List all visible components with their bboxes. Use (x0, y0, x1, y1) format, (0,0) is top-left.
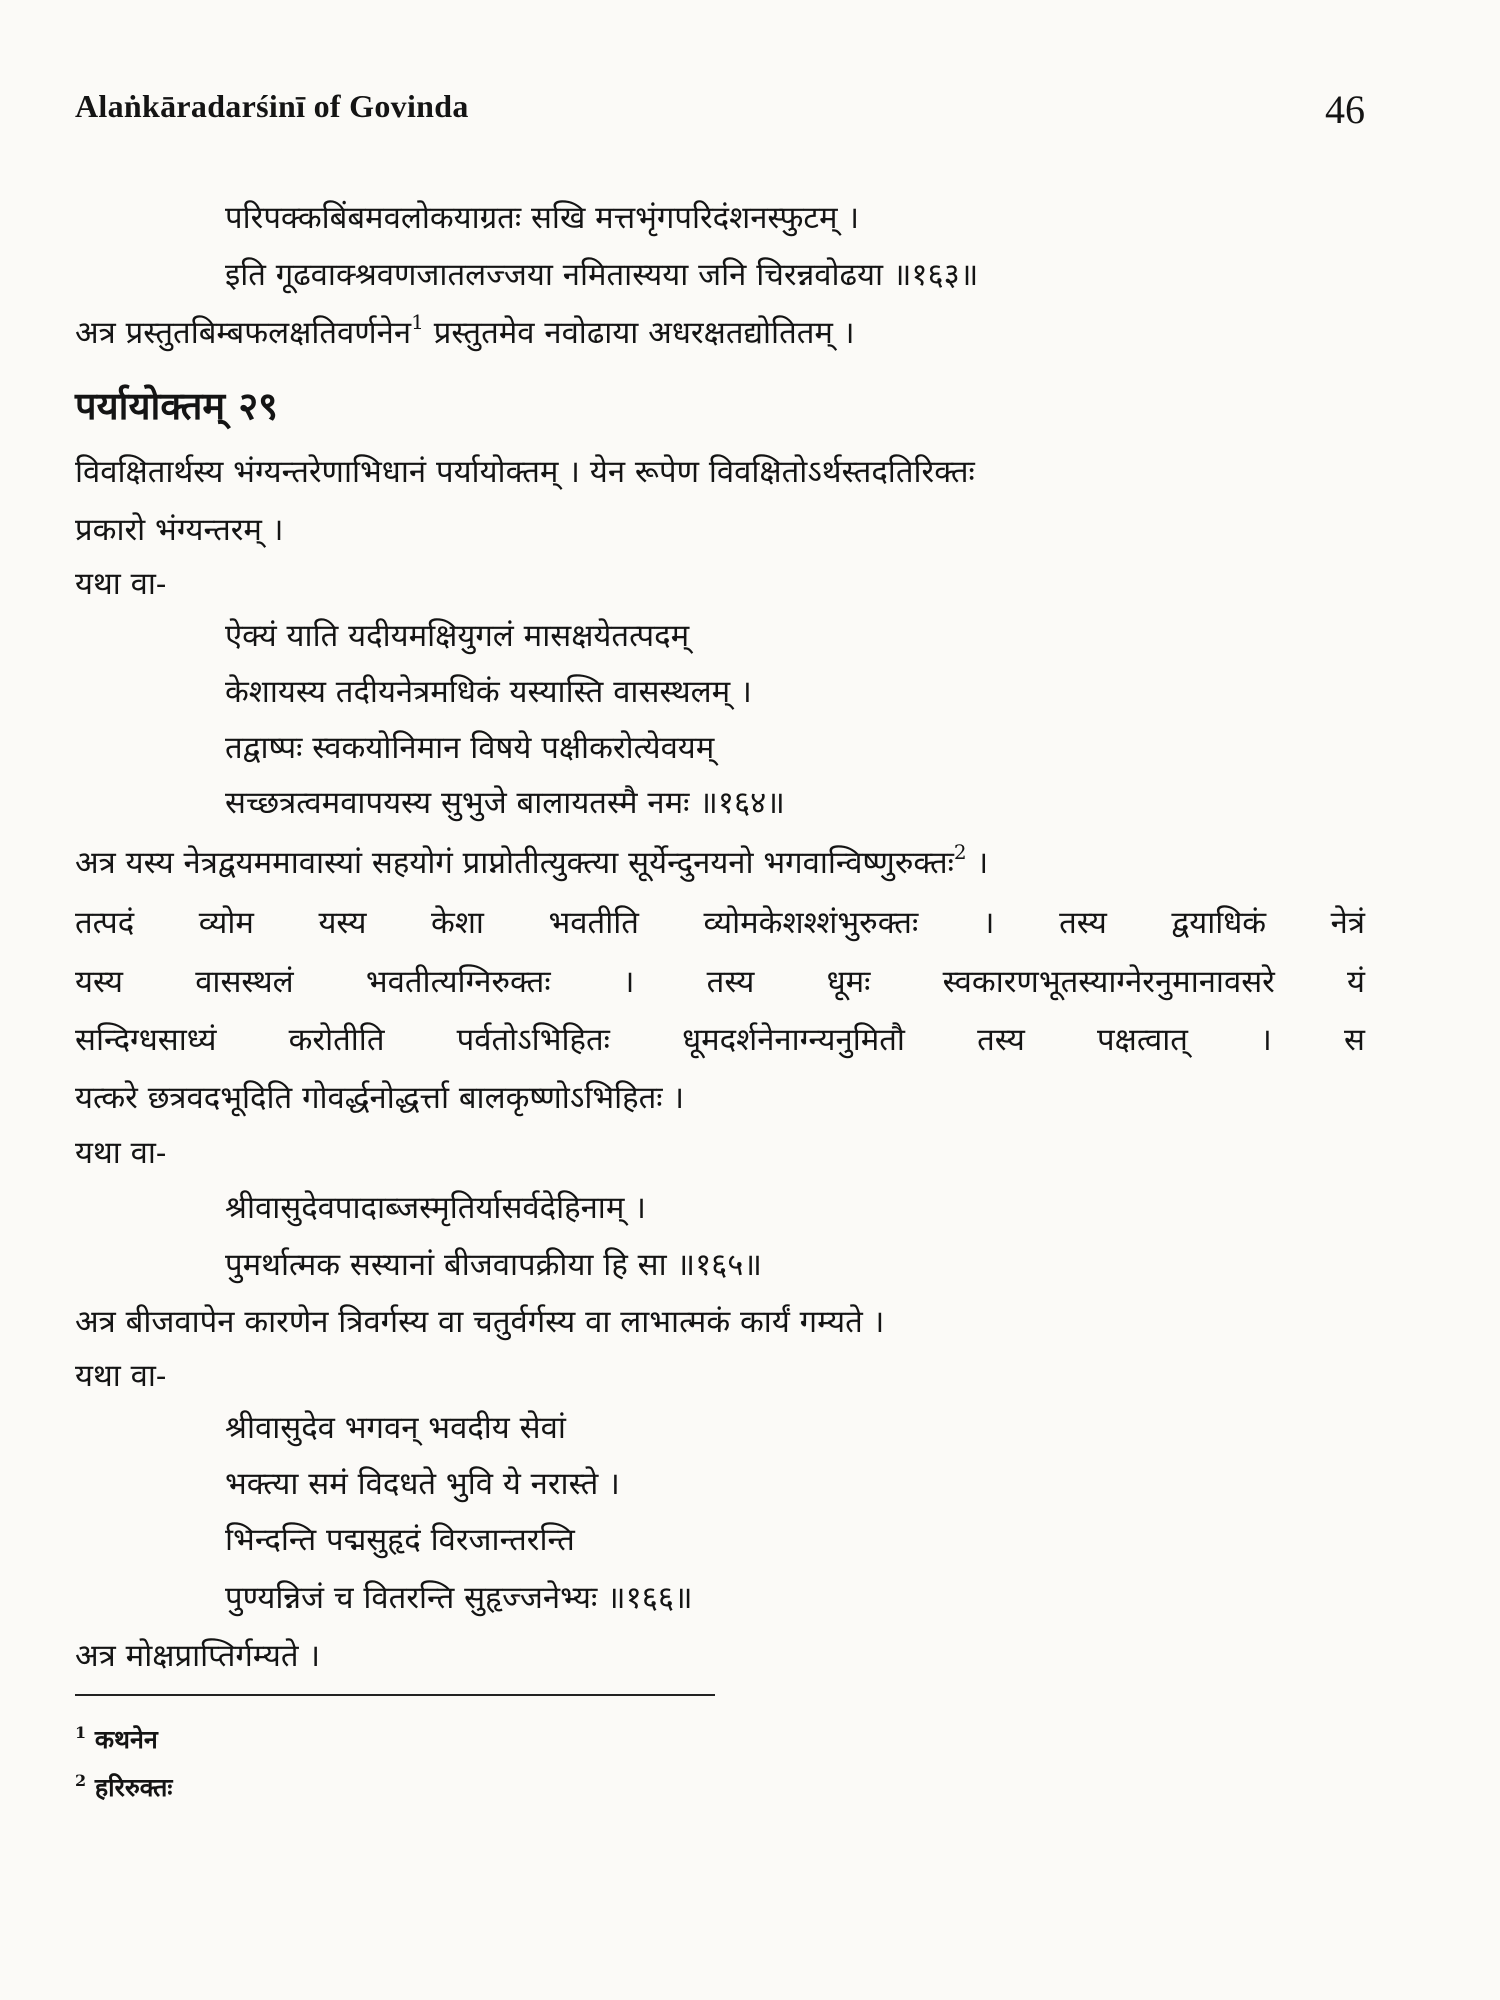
verse-165-line-1: श्रीवासुदेवपादाब्जस्मृतिर्यासर्वदेहिनाम् । (225, 1190, 646, 1226)
example-3-label: यथा वा- (75, 1358, 167, 1394)
verse-165-line-2: पुमर्थात्मक सस्यानां बीजवापक्रीया हि सा ॥१६५॥ (225, 1247, 762, 1283)
commentary-163-text-end: प्रस्तुतमेव नवोढाया अधरक्षतद्योतितम् । (423, 315, 855, 351)
definition-line-2: प्रकारो भंग्यन्तरम् । (75, 512, 284, 548)
commentary-164-line-2: तत्पदं व्योम यस्य केशा भवतीति व्योमकेशश्शंभुरुक्तः । तस्य द्वयाधिकं नेत्रं (75, 905, 1365, 941)
footnote-2-number: 2 (75, 1771, 87, 1790)
commentary-164-line-3: यस्य वासस्थलं भवतीत्यग्निरुक्तः । तस्य धूमः स्वकारणभूतस्याग्नेरनुमानावसरे यं (75, 964, 1365, 1000)
commentary-164-line-1-text: अत्र यस्य नेत्रद्वयममावास्यां सहयोगं प्राप्नोतीत्युक्त्या सूर्येन्दुनयनो भगवान्विष्णुरुक्तः (75, 845, 954, 881)
commentary-164-line-1-end: । (966, 845, 989, 881)
commentary-165: अत्र बीजवापेन कारणेन त्रिवर्गस्य वा चतुर्वर्गस्य वा लाभात्मकं कार्यं गम्यते । (75, 1304, 885, 1340)
footnote-1 (75, 1722, 158, 1756)
commentary-166: अत्र मोक्षप्राप्तिर्गम्यते । (75, 1638, 321, 1674)
page-number: 46 (1325, 87, 1365, 132)
section-heading: पर्यायोक्तम् २९ (75, 383, 278, 428)
footnote-divider (75, 1694, 715, 1696)
footnote-ref-2: 2 (953, 840, 967, 864)
verse-163-line-1: परिपक्कबिंबमवलोकयाग्रतः सखि मत्तभृंगपरिदंशनस्फुटम् । (225, 200, 860, 236)
commentary-163-text: अत्र प्रस्तुतबिम्बफलक्षतिवर्णनेन (75, 315, 412, 351)
verse-164-line-1: ऐक्यं याति यदीयमक्षियुगलं मासक्षयेतत्पदम् (225, 618, 690, 654)
verse-163-line-2: इति गूढवाक्श्रवणजातलज्जया नमितास्यया जनि चिरन्नवोढया ॥१६३॥ (225, 257, 979, 293)
commentary-164-line-4: सन्दिग्धसाध्यं करोतीति पर्वतोऽभिहितः धूमदर्शनेनाग्न्यनुमितौ तस्य पक्षत्वात् । स (75, 1022, 1365, 1058)
running-header-title: Alaṅkāradarśinī of Govinda (75, 88, 469, 124)
verse-166-line-3: भिन्दन्ति पद्मसुहृदं विरजान्तरन्ति (225, 1522, 575, 1558)
commentary-164-line-1 (75, 840, 989, 883)
verse-164-line-2: केशायस्य तदीयनेत्रमधिकं यस्यास्ति वासस्थलम् । (225, 674, 752, 710)
footnote-ref-1: 1 (411, 310, 424, 334)
example-1-label: यथा वा- (75, 566, 167, 602)
footnote-2-text: हरिरुक्तः (94, 1773, 173, 1802)
verse-164-line-4: सच्छत्रत्वमवापयस्य सुभुजे बालायतस्मै नमः ॥१६४॥ (225, 785, 785, 821)
footnote-2 (75, 1770, 173, 1804)
verse-166-line-1: श्रीवासुदेव भगवन् भवदीय सेवां (225, 1410, 566, 1446)
verse-164-line-3: तद्वाष्पः स्वकयोनिमान विषये पक्षीकरोत्येवयम् (225, 730, 715, 766)
commentary-163 (75, 310, 855, 353)
verse-166-line-2: भक्त्या समं विदधते भुवि ये नरास्ते । (225, 1466, 620, 1502)
example-2-label: यथा वा- (75, 1135, 167, 1171)
footnote-1-number: 1 (75, 1723, 87, 1742)
verse-166-line-4: पुण्यन्निजं च वितरन्ति सुहृज्जनेभ्यः ॥१६६॥ (225, 1580, 693, 1616)
definition-line-1: विवक्षितार्थस्य भंग्यन्तरेणाभिधानं पर्यायोक्तम् । येन रूपेण विवक्षितोऽर्थस्तदतिरिक्तः (75, 454, 975, 490)
commentary-164-line-5: यत्करे छत्रवदभूदिति गोवर्द्धनोद्धर्त्ता बालकृष्णोऽभिहितः । (75, 1080, 685, 1116)
footnote-1-text: कथनेन (94, 1725, 158, 1754)
